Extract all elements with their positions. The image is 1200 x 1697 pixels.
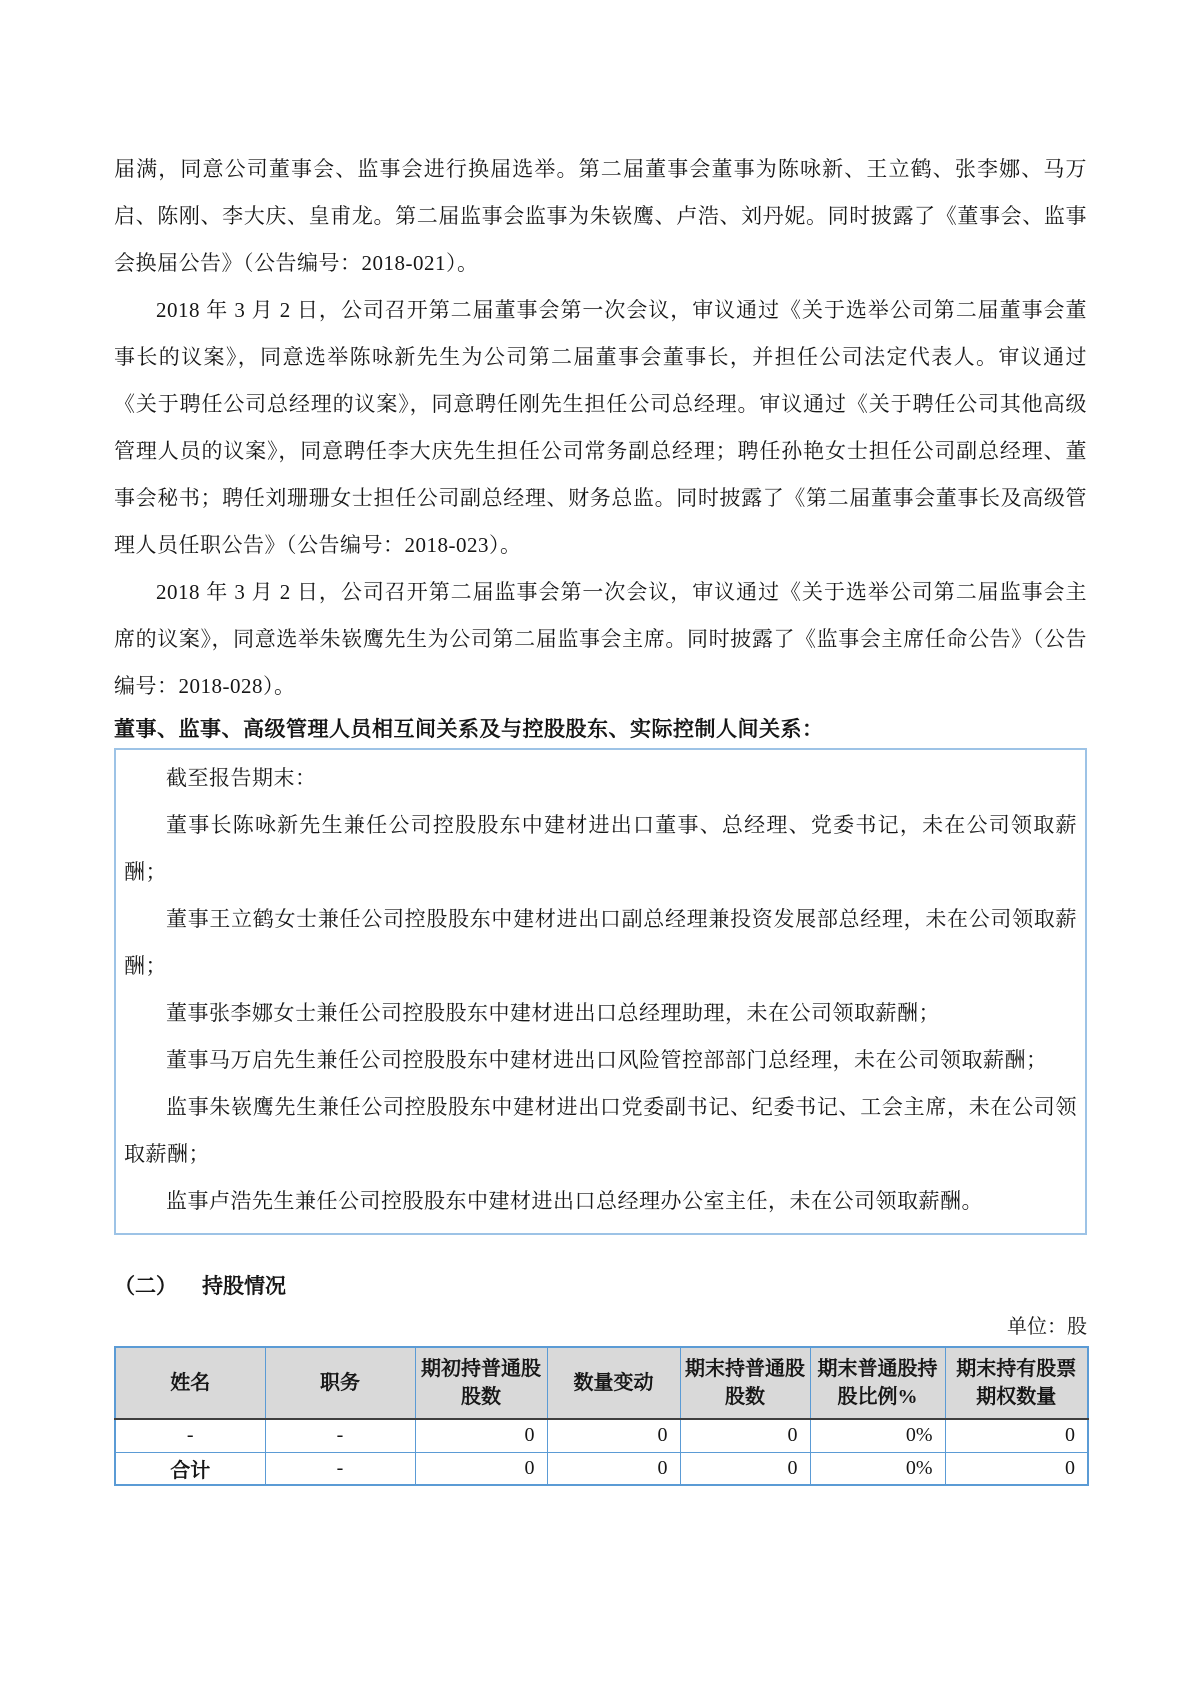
table-row-empty [115, 1419, 1088, 1452]
cell-position: - [265, 1419, 415, 1452]
cell-stock-options: 0 [945, 1419, 1088, 1452]
cell-position: - [265, 1452, 415, 1485]
cell-closing-shares: 0 [680, 1452, 810, 1485]
cell-opening-shares: 0 [415, 1419, 547, 1452]
relationship-item-director-ma: 董事马万启先生兼任公司控股股东中建材进出口风险管控部部门总经理，未在公司领取薪酬； [166, 1048, 1048, 1072]
col-header-closing-ratio: 期末普通股持股比例% [810, 1347, 945, 1419]
relationship-item-supervisor-zhu: 监事朱嵚鹰先生兼任公司控股股东中建材进出口党委副书记、纪委书记、工会主席，未在公司领取薪酬； [124, 1095, 1077, 1166]
cell-opening-shares: 0 [415, 1452, 547, 1485]
col-header-closing-shares: 期末持普通股股数 [680, 1347, 810, 1419]
unit-label: 单位：股 [1007, 1316, 1087, 1338]
shareholding-section-heading [114, 1271, 1087, 1301]
section-number: （二） [114, 1274, 177, 1298]
paragraph-election-continuation: 届满，同意公司董事会、监事会进行换届选举。第二届董事会董事为陈咏新、王立鹤、张李娜、马万启、陈刚、李大庆、皇甫龙。第二届监事会监事为朱嵚鹰、卢浩、刘丹妮。同时披露了《董事会、监事会换届公告》（公告编号：2018-021）。 [114, 157, 1087, 275]
main-text-block [114, 146, 1087, 710]
col-header-position: 职务 [265, 1347, 415, 1419]
relationship-intro: 截至报告期末： [166, 766, 317, 790]
cell-quantity-change: 0 [547, 1419, 680, 1452]
cell-total-label: 合计 [115, 1452, 265, 1485]
table-header-row [115, 1347, 1088, 1419]
cell-quantity-change: 0 [547, 1452, 680, 1485]
cell-closing-ratio: 0% [810, 1419, 945, 1452]
cell-stock-options: 0 [945, 1452, 1088, 1485]
relationship-item-director-wang: 董事王立鹤女士兼任公司控股股东中建材进出口副总经理兼投资发展部总经理，未在公司领取薪酬； [124, 907, 1077, 978]
relationship-section-heading: 董事、监事、高级管理人员相互间关系及与控股股东、实际控制人间关系： [114, 717, 824, 741]
col-header-opening-shares: 期初持普通股股数 [415, 1347, 547, 1419]
paragraph-supervisory-first-meeting: 2018 年 3 月 2 日，公司召开第二届监事会第一次会议，审议通过《关于选举公司第二届监事会主席的议案》，同意选举朱嵚鹰先生为公司第二届监事会主席。同时披露了《监事会主席任命公告》（公告编号：2018-028）。 [114, 580, 1087, 698]
relationship-item-supervisor-lu: 监事卢浩先生兼任公司控股股东中建材进出口总经理办公室主任，未在公司领取薪酬。 [166, 1189, 983, 1213]
section-title: 持股情况 [202, 1274, 286, 1298]
paragraph-board-first-meeting: 2018 年 3 月 2 日，公司召开第二届董事会第一次会议，审议通过《关于选举公司第二届董事会董事长的议案》，同意选举陈咏新先生为公司第二届董事会董事长，并担任公司法定代表人。审议通过《关于聘任公司总经理的议案》，同意聘任刚先生担任公司总经理。审议通过《关于聘任公司其他高级管理人员的议案》，同意聘任李大庆先生担任公司常务副总经理；聘任孙艳女士担任公司副总经理、董事会秘书；聘任刘珊珊女士担任公司副总经理、财务总监。同时披露了《第二届董事会董事长及高级管理人员任职公告》（公告编号：2018-023）。 [114, 298, 1087, 557]
cell-closing-shares: 0 [680, 1419, 810, 1452]
table-row-total [115, 1452, 1088, 1485]
cell-closing-ratio: 0% [810, 1452, 945, 1485]
relationship-disclosure-box [114, 748, 1087, 1235]
col-header-quantity-change: 数量变动 [547, 1347, 680, 1419]
col-header-stock-options: 期末持有股票期权数量 [945, 1347, 1088, 1419]
relationship-item-chairman: 董事长陈咏新先生兼任公司控股股东中建材进出口董事、总经理、党委书记，未在公司领取薪酬； [124, 813, 1077, 884]
col-header-name: 姓名 [115, 1347, 265, 1419]
relationship-item-director-zhang: 董事张李娜女士兼任公司控股股东中建材进出口总经理助理，未在公司领取薪酬； [166, 1001, 940, 1025]
cell-name: - [115, 1419, 265, 1452]
shareholding-table [114, 1346, 1089, 1486]
